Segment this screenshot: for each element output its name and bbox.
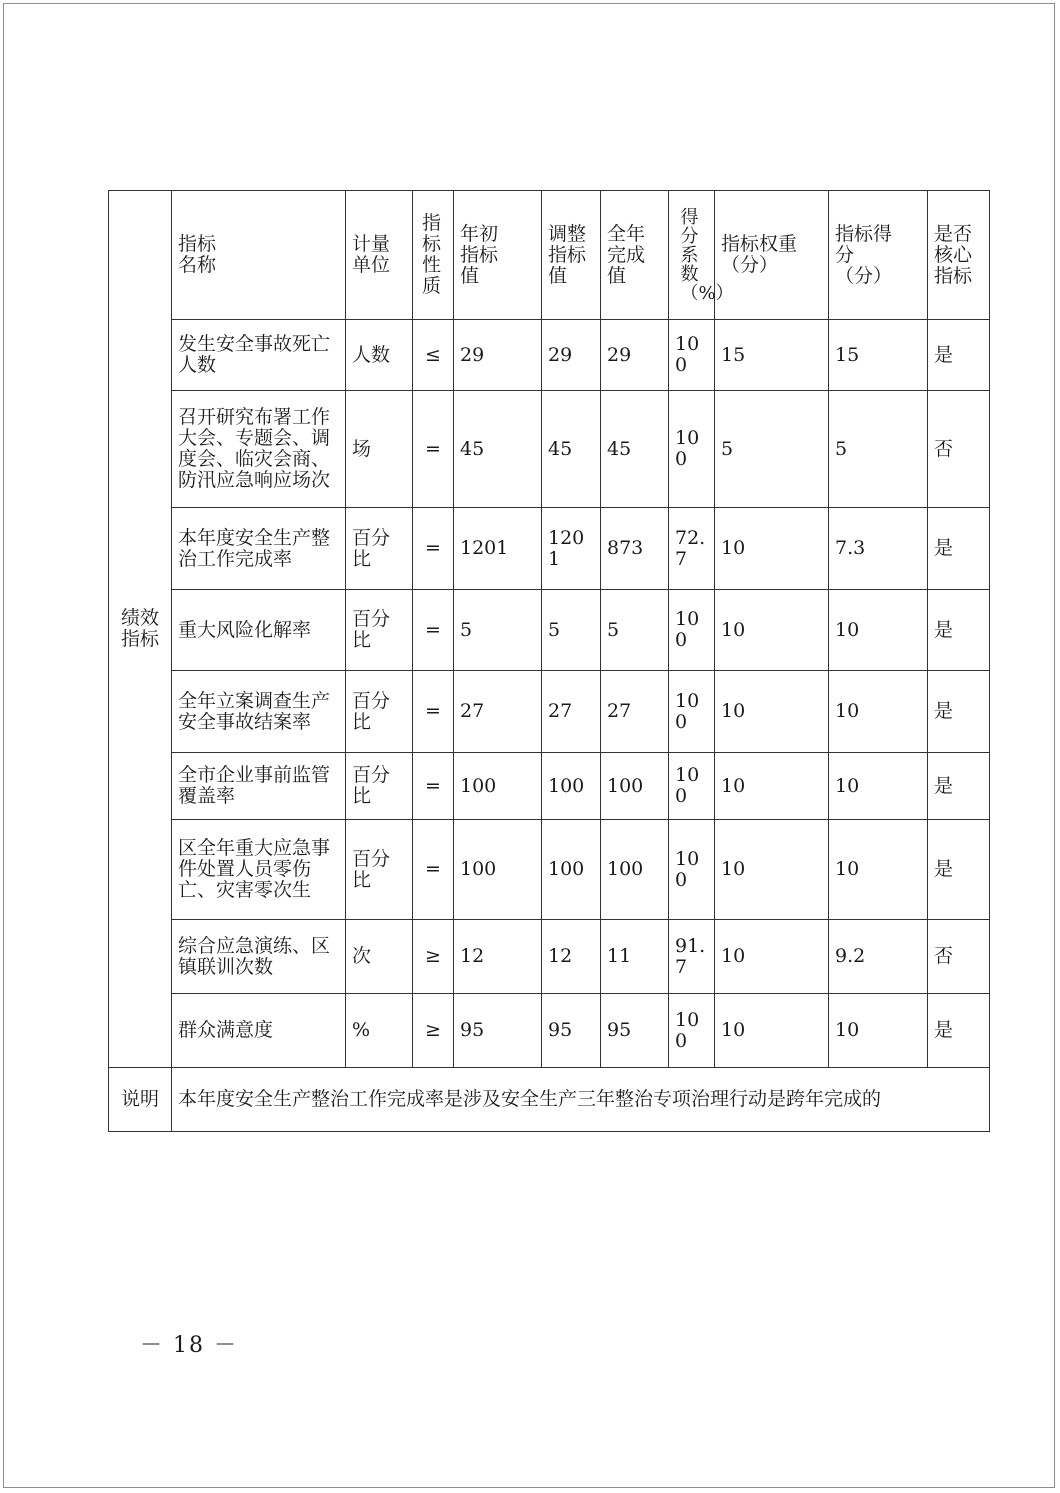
cell-nature: = [413,590,454,671]
cell-initial: 45 [454,391,542,508]
cell-weight: 10 [715,590,829,671]
header-nature [413,191,454,320]
cell-weight: 10 [715,994,829,1068]
header-nature-text: 指标性质 [422,212,442,297]
note-text: 本年度安全生产整治工作完成率是涉及安全生产三年整治专项治理行动是跨年完成的 [172,1068,990,1132]
table-row [109,590,990,671]
table-row [109,320,990,391]
cell-adjusted: 5 [542,590,601,671]
cell-coefficient: 100 [669,753,715,820]
cell-name: 全年立案调查生产安全事故结案率 [172,671,346,753]
cell-initial: 5 [454,590,542,671]
cell-name: 召开研究布署工作大会、专题会、调度会、临灾会商、防汛应急响应场次 [172,391,346,508]
header-actual-text: 全年完成值 [607,222,646,287]
cell-adjusted: 100 [542,753,601,820]
cell-adjusted: 27 [542,671,601,753]
cell-weight: 5 [715,391,829,508]
cell-nature: ≥ [413,920,454,994]
cell-initial: 12 [454,920,542,994]
cell-core: 是 [928,671,990,753]
cell-score: 7.3 [829,508,928,590]
cell-initial: 1201 [454,508,542,590]
cell-coefficient: 100 [669,671,715,753]
header-core [928,191,990,320]
table-row [109,391,990,508]
table-row [109,994,990,1068]
header-adjusted [542,191,601,320]
cell-score: 10 [829,820,928,920]
table-row [109,753,990,820]
cell-initial: 27 [454,671,542,753]
cell-nature: ≥ [413,994,454,1068]
cell-coefficient: 100 [669,590,715,671]
header-name [172,191,346,320]
note-row [109,1068,990,1132]
cell-actual: 873 [601,508,669,590]
cell-score: 10 [829,753,928,820]
cell-actual: 45 [601,391,669,508]
cell-initial: 100 [454,820,542,920]
cell-nature: = [413,508,454,590]
cell-initial: 29 [454,320,542,391]
cell-name: 重大风险化解率 [172,590,346,671]
cell-core: 是 [928,820,990,920]
cell-actual: 29 [601,320,669,391]
header-core-text: 是否核心指标 [934,222,973,287]
header-coefficient [669,191,734,320]
cell-unit: 百分比 [346,753,413,820]
cell-unit: 百分比 [346,590,413,671]
cell-name: 群众满意度 [172,994,346,1068]
table-row [109,920,990,994]
cell-coefficient: 100 [669,391,715,508]
cell-actual: 5 [601,590,669,671]
group-label-cell [109,191,172,1068]
cell-coefficient: 100 [669,820,715,920]
cell-weight: 10 [715,920,829,994]
header-initial [454,191,542,320]
cell-score: 9.2 [829,920,928,994]
header-unit [346,191,413,320]
cell-core: 是 [928,994,990,1068]
cell-core: 是 [928,508,990,590]
cell-unit: 百分比 [346,671,413,753]
cell-adjusted: 100 [542,820,601,920]
cell-core: 否 [928,391,990,508]
cell-score: 10 [829,994,928,1068]
cell-name: 综合应急演练、区镇联训次数 [172,920,346,994]
cell-name: 本年度安全生产整治工作完成率 [172,508,346,590]
header-weight-text: 指标权重（分） [721,233,798,276]
cell-score: 5 [829,391,928,508]
cell-core: 是 [928,320,990,391]
cell-actual: 100 [601,753,669,820]
header-initial-text: 年初指标值 [460,222,499,287]
cell-unit: 人数 [346,320,413,391]
cell-score: 10 [829,671,928,753]
cell-core: 否 [928,920,990,994]
cell-actual: 27 [601,671,669,753]
cell-adjusted: 95 [542,994,601,1068]
table-row [109,820,990,920]
header-adjusted-text: 调整指标值 [548,222,587,287]
cell-unit: 百分比 [346,508,413,590]
cell-actual: 95 [601,994,669,1068]
cell-actual: 11 [601,920,669,994]
cell-nature: = [413,820,454,920]
cell-score: 15 [829,320,928,391]
cell-coefficient: 91.7 [669,920,715,994]
cell-nature: ≤ [413,320,454,391]
cell-adjusted: 29 [542,320,601,391]
cell-coefficient: 72.7 [669,508,715,590]
cell-name: 发生安全事故死亡人数 [172,320,346,391]
cell-adjusted: 1201 [542,508,601,590]
header-coefficient-text: 得分系数（%） [680,206,734,304]
cell-core: 是 [928,590,990,671]
cell-core: 是 [928,753,990,820]
cell-unit: 次 [346,920,413,994]
cell-weight: 10 [715,671,829,753]
cell-coefficient: 100 [669,320,715,391]
header-score [829,191,928,320]
cell-weight: 10 [715,753,829,820]
header-score-text: 指标得分（分） [835,222,893,287]
cell-nature: = [413,391,454,508]
cell-weight: 10 [715,508,829,590]
cell-adjusted: 45 [542,391,601,508]
cell-weight: 10 [715,820,829,920]
cell-name: 全市企业事前监管覆盖率 [172,753,346,820]
performance-indicator-table [108,190,990,1132]
cell-weight: 15 [715,320,829,391]
cell-unit: 场 [346,391,413,508]
group-label: 绩效指标 [120,607,159,650]
cell-nature: = [413,671,454,753]
cell-actual: 100 [601,820,669,920]
header-actual [601,191,669,320]
header-name-text: 指标名称 [178,233,217,276]
cell-coefficient: 100 [669,994,715,1068]
note-label: 说明 [109,1068,172,1132]
cell-adjusted: 12 [542,920,601,994]
page-number: － 18 － [140,1333,238,1358]
header-unit-text: 计量单位 [352,233,391,276]
table-row [109,508,990,590]
cell-initial: 100 [454,753,542,820]
cell-unit: 百分比 [346,820,413,920]
cell-score: 10 [829,590,928,671]
cell-name: 区全年重大应急事件处置人员零伤亡、灾害零次生 [172,820,346,920]
cell-nature: = [413,753,454,820]
table-header-row [109,191,990,320]
cell-unit: % [346,994,413,1068]
cell-initial: 95 [454,994,542,1068]
table-row [109,671,990,753]
